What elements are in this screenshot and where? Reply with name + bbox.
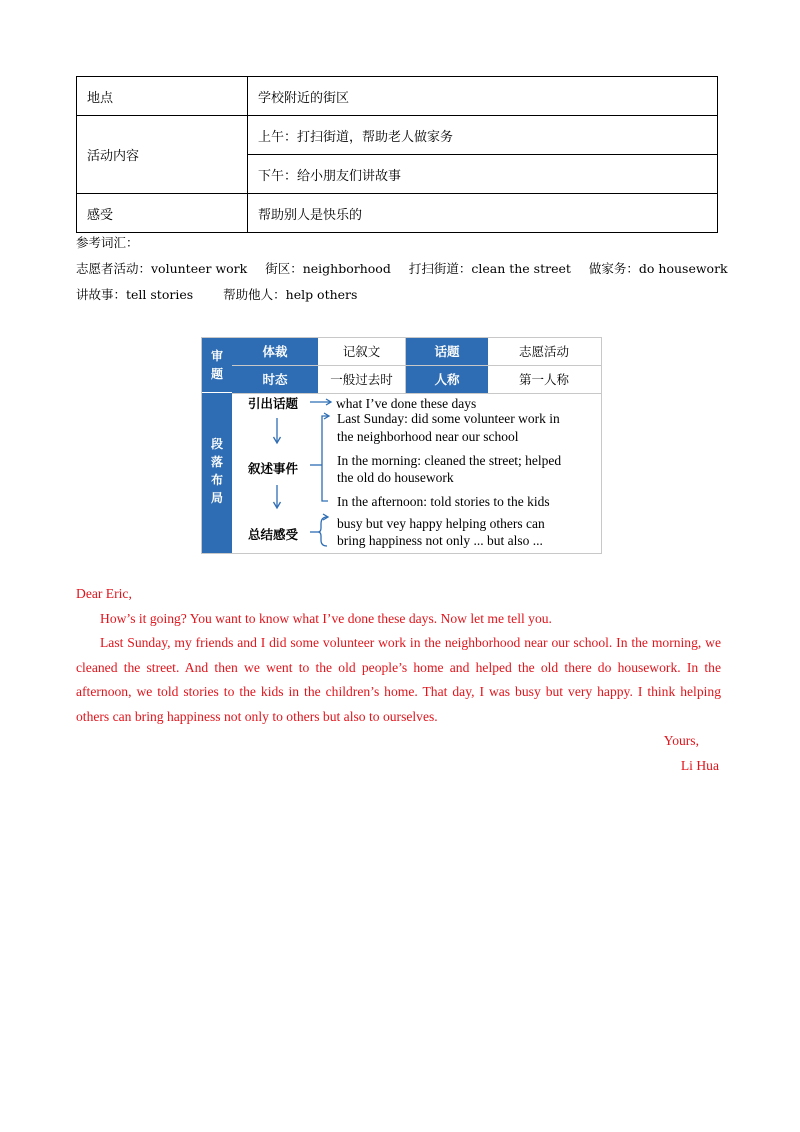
label-summary: 总结感受 bbox=[248, 527, 299, 542]
band-char: 段 bbox=[210, 437, 223, 451]
band-char: 审 bbox=[210, 349, 223, 363]
band-char: 题 bbox=[210, 367, 223, 381]
vocab-line-2 bbox=[76, 282, 736, 308]
table-cell-value: 学校附近的街区 bbox=[248, 77, 718, 116]
event-2-line-2: the old do housework bbox=[337, 470, 454, 485]
header-key-genre: 体裁 bbox=[232, 338, 318, 365]
vocab-line-1 bbox=[76, 256, 736, 282]
vocab-item: 志愿者活动：volunteer work bbox=[76, 261, 248, 276]
vocab-item: 帮助他人：help others bbox=[223, 287, 358, 302]
summary-line-2: bring happiness not only ... but also ... bbox=[337, 533, 543, 548]
label-narrate: 叙述事件 bbox=[248, 461, 299, 476]
band-char: 局 bbox=[210, 491, 223, 505]
intro-text: what I’ve done these days bbox=[336, 396, 477, 411]
table-cell-label: 地点 bbox=[77, 77, 248, 116]
letter-paragraph-1: How’s it going? You want to know what I’ve done these days. Now let me tell you. bbox=[100, 610, 552, 626]
event-3-line-1: In the afternoon: told stories to the kids bbox=[337, 494, 550, 509]
event-1-line-1: Last Sunday: did some volunteer work in bbox=[337, 411, 560, 426]
info-table bbox=[76, 76, 718, 233]
band-char: 落 bbox=[210, 455, 223, 469]
table-row bbox=[77, 77, 718, 116]
sample-letter bbox=[76, 582, 721, 778]
letter-greeting: Dear Eric, bbox=[76, 586, 132, 601]
header-key-person: 人称 bbox=[406, 366, 488, 393]
letter-closing: Yours, bbox=[663, 733, 699, 748]
vocab-title: 参考词汇： bbox=[76, 235, 139, 250]
table-cell-label: 活动内容 bbox=[77, 116, 248, 194]
vocab-section bbox=[76, 230, 736, 308]
band-char: 布 bbox=[210, 473, 223, 487]
vocab-item: 做家务：do housework bbox=[588, 261, 728, 276]
label-intro: 引出话题 bbox=[248, 396, 299, 411]
letter-signature: Li Hua bbox=[680, 757, 719, 773]
table-row bbox=[77, 116, 718, 155]
header-key-tense: 时态 bbox=[232, 366, 318, 393]
header-value-person: 第一人称 bbox=[488, 366, 600, 393]
outline-diagram bbox=[201, 337, 602, 554]
header-value-tense: 一般过去时 bbox=[318, 366, 406, 393]
letter-paragraph-2: Last Sunday, my friends and I did some volunteer work in the neighborhood near our school. In the morning, we cleaned the street. And then we went to the old people’s home and helped the old there do housework. In the afternoon, we told stories to the kids in the children’s home. That day, I was busy but very happy. I think helping others can bring happiness not only to others but also to ourselves. bbox=[76, 635, 721, 724]
header-key-topic: 话题 bbox=[406, 338, 488, 365]
event-1-line-2: the neighborhood near our school bbox=[337, 429, 519, 444]
header-value-topic: 志愿活动 bbox=[488, 338, 600, 365]
vocab-item: 街区：neighborhood bbox=[265, 261, 391, 276]
table-cell-value: 上午：打扫街道，帮助老人做家务 bbox=[248, 116, 718, 155]
table-cell-value: 帮助别人是快乐的 bbox=[248, 194, 718, 233]
table-cell-label: 感受 bbox=[77, 194, 248, 233]
table-cell-value: 下午：给小朋友们讲故事 bbox=[248, 155, 718, 194]
header-value-genre: 记叙文 bbox=[318, 338, 406, 365]
vocab-item: 打扫街道：clean the street bbox=[408, 261, 571, 276]
summary-line-1: busy but vey happy helping others can bbox=[337, 516, 545, 531]
table-row bbox=[77, 194, 718, 233]
vocab-item: 讲故事：tell stories bbox=[76, 287, 194, 302]
event-2-line-1: In the morning: cleaned the street; helped bbox=[337, 453, 562, 468]
